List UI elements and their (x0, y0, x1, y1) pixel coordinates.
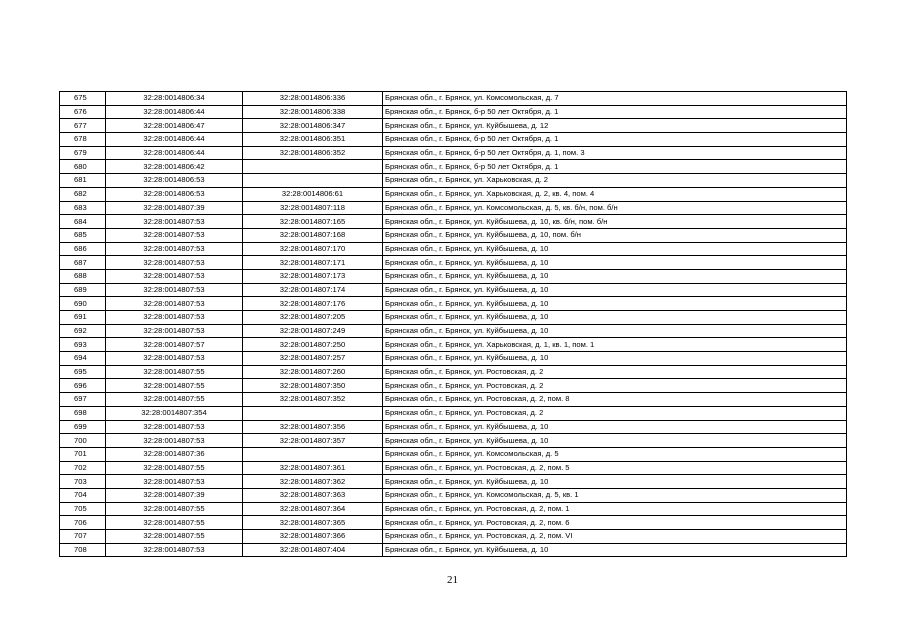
cadastral-number-cell: 32:28:0014807:53 (106, 283, 243, 297)
address-cell: Брянская обл., г. Брянск, ул. Комсомольская, д. 5 (383, 447, 847, 461)
cadastral-number-cell: 32:28:0014807:53 (106, 352, 243, 366)
page-number: 21 (447, 574, 458, 586)
table-row (60, 530, 847, 544)
address-cell: Брянская обл., г. Брянск, ул. Ростовская, д. 2, пом. 8 (383, 393, 847, 407)
row-number-cell: 684 (60, 215, 106, 229)
table-row (60, 119, 847, 133)
address-cell: Брянская обл., г. Брянск, ул. Куйбышева, д. 10, пом. б/н (383, 228, 847, 242)
address-cell: Брянская обл., г. Брянск, ул. Куйбышева, д. 10 (383, 324, 847, 338)
object-cadastral-number-cell: 32:28:0014807:352 (243, 393, 383, 407)
row-number-cell: 693 (60, 338, 106, 352)
object-cadastral-number-cell: 32:28:0014807:205 (243, 311, 383, 325)
address-cell: Брянская обл., г. Брянск, ул. Куйбышева, д. 12 (383, 119, 847, 133)
table-row (60, 105, 847, 119)
object-cadastral-number-cell: 32:28:0014807:404 (243, 543, 383, 557)
table-row (60, 352, 847, 366)
address-cell: Брянская обл., г. Брянск, ул. Куйбышева, д. 10 (383, 269, 847, 283)
object-cadastral-number-cell: 32:28:0014807:364 (243, 502, 383, 516)
cadastral-number-cell: 32:28:0014807:57 (106, 338, 243, 352)
table-row (60, 201, 847, 215)
row-number-cell: 704 (60, 488, 106, 502)
object-cadastral-number-cell: 32:28:0014806:61 (243, 187, 383, 201)
address-cell: Брянская обл., г. Брянск, ул. Ростовская, д. 2, пом. 5 (383, 461, 847, 475)
row-number-cell: 690 (60, 297, 106, 311)
object-cadastral-number-cell: 32:28:0014807:362 (243, 475, 383, 489)
address-cell: Брянская обл., г. Брянск, б-р 50 лет Октября, д. 1 (383, 105, 847, 119)
address-cell: Брянская обл., г. Брянск, ул. Ростовская, д. 2, пом. 1 (383, 502, 847, 516)
object-cadastral-number-cell (243, 447, 383, 461)
cadastral-number-cell: 32:28:0014807:354 (106, 406, 243, 420)
cadastral-number-cell: 32:28:0014807:53 (106, 256, 243, 270)
address-cell: Брянская обл., г. Брянск, ул. Ростовская, д. 2 (383, 379, 847, 393)
object-cadastral-number-cell (243, 160, 383, 174)
address-cell: Брянская обл., г. Брянск, ул. Куйбышева, д. 10 (383, 256, 847, 270)
cadastral-number-cell: 32:28:0014807:53 (106, 269, 243, 283)
cadastral-number-cell: 32:28:0014807:55 (106, 461, 243, 475)
row-number-cell: 706 (60, 516, 106, 530)
table-row (60, 187, 847, 201)
address-cell: Брянская обл., г. Брянск, ул. Куйбышева, д. 10 (383, 242, 847, 256)
address-cell: Брянская обл., г. Брянск, ул. Ростовская, д. 2 (383, 406, 847, 420)
address-cell: Брянская обл., г. Брянск, ул. Ростовская, д. 2, пом. 6 (383, 516, 847, 530)
cadastral-number-cell: 32:28:0014806:44 (106, 133, 243, 147)
address-cell: Брянская обл., г. Брянск, ул. Ростовская, д. 2, пом. VI (383, 530, 847, 544)
table-row (60, 379, 847, 393)
table-row (60, 393, 847, 407)
address-cell: Брянская обл., г. Брянск, ул. Комсомольская, д. 7 (383, 92, 847, 106)
cadastral-number-cell: 32:28:0014807:53 (106, 297, 243, 311)
table-row (60, 475, 847, 489)
table-row (60, 406, 847, 420)
cadastral-number-cell: 32:28:0014807:55 (106, 502, 243, 516)
address-cell: Брянская обл., г. Брянск, ул. Харьковская, д. 1, кв. 1, пом. 1 (383, 338, 847, 352)
cadastral-number-cell: 32:28:0014807:39 (106, 488, 243, 502)
object-cadastral-number-cell: 32:28:0014807:361 (243, 461, 383, 475)
cadastral-number-cell: 32:28:0014806:44 (106, 146, 243, 160)
row-number-cell: 692 (60, 324, 106, 338)
address-cell: Брянская обл., г. Брянск, ул. Куйбышева, д. 10 (383, 434, 847, 448)
cadastral-number-cell: 32:28:0014807:53 (106, 228, 243, 242)
object-cadastral-number-cell: 32:28:0014807:174 (243, 283, 383, 297)
address-cell: Брянская обл., г. Брянск, ул. Куйбышева, д. 10, кв. б/н, пом. б/н (383, 215, 847, 229)
cadastral-number-cell: 32:28:0014806:44 (106, 105, 243, 119)
object-cadastral-number-cell: 32:28:0014807:357 (243, 434, 383, 448)
row-number-cell: 687 (60, 256, 106, 270)
object-cadastral-number-cell: 32:28:0014807:363 (243, 488, 383, 502)
cadastral-number-cell: 32:28:0014807:55 (106, 379, 243, 393)
table-row (60, 502, 847, 516)
table-row (60, 543, 847, 557)
table-row (60, 269, 847, 283)
address-cell: Брянская обл., г. Брянск, ул. Харьковская, д. 2, кв. 4, пом. 4 (383, 187, 847, 201)
row-number-cell: 677 (60, 119, 106, 133)
object-cadastral-number-cell (243, 406, 383, 420)
row-number-cell: 696 (60, 379, 106, 393)
address-cell: Брянская обл., г. Брянск, ул. Харьковская, д. 2 (383, 174, 847, 188)
row-number-cell: 698 (60, 406, 106, 420)
table-row (60, 242, 847, 256)
object-cadastral-number-cell: 32:28:0014807:257 (243, 352, 383, 366)
cadastral-number-cell: 32:28:0014806:34 (106, 92, 243, 106)
cadastral-number-cell: 32:28:0014807:53 (106, 475, 243, 489)
row-number-cell: 697 (60, 393, 106, 407)
cadastral-number-cell: 32:28:0014807:53 (106, 242, 243, 256)
row-number-cell: 681 (60, 174, 106, 188)
object-cadastral-number-cell (243, 174, 383, 188)
address-cell: Брянская обл., г. Брянск, ул. Комсомольская, д. 5, кв. б/н, пом. б/н (383, 201, 847, 215)
cadastral-number-cell: 32:28:0014807:36 (106, 447, 243, 461)
table-row (60, 365, 847, 379)
row-number-cell: 701 (60, 447, 106, 461)
address-cell: Брянская обл., г. Брянск, ул. Ростовская, д. 2 (383, 365, 847, 379)
cadastral-number-cell: 32:28:0014806:42 (106, 160, 243, 174)
cadastral-number-cell: 32:28:0014806:47 (106, 119, 243, 133)
row-number-cell: 689 (60, 283, 106, 297)
address-cell: Брянская обл., г. Брянск, ул. Куйбышева, д. 10 (383, 283, 847, 297)
address-cell: Брянская обл., г. Брянск, б-р 50 лет Октября, д. 1, пом. 3 (383, 146, 847, 160)
table-row (60, 215, 847, 229)
table-row (60, 256, 847, 270)
object-cadastral-number-cell: 32:28:0014807:250 (243, 338, 383, 352)
row-number-cell: 708 (60, 543, 106, 557)
cadastral-number-cell: 32:28:0014807:53 (106, 311, 243, 325)
cadastral-number-cell: 32:28:0014807:55 (106, 516, 243, 530)
table-row (60, 461, 847, 475)
table-row (60, 133, 847, 147)
object-cadastral-number-cell: 32:28:0014806:352 (243, 146, 383, 160)
address-cell: Брянская обл., г. Брянск, ул. Куйбышева, д. 10 (383, 543, 847, 557)
object-cadastral-number-cell: 32:28:0014806:347 (243, 119, 383, 133)
cadastral-number-cell: 32:28:0014807:55 (106, 393, 243, 407)
table-row (60, 447, 847, 461)
address-cell: Брянская обл., г. Брянск, ул. Куйбышева, д. 10 (383, 475, 847, 489)
object-cadastral-number-cell: 32:28:0014807:176 (243, 297, 383, 311)
cadastral-number-cell: 32:28:0014807:39 (106, 201, 243, 215)
row-number-cell: 683 (60, 201, 106, 215)
row-number-cell: 700 (60, 434, 106, 448)
table-row (60, 420, 847, 434)
object-cadastral-number-cell: 32:28:0014806:338 (243, 105, 383, 119)
cadastral-number-cell: 32:28:0014807:55 (106, 365, 243, 379)
address-cell: Брянская обл., г. Брянск, б-р 50 лет Октября, д. 1 (383, 133, 847, 147)
cadastral-number-cell: 32:28:0014806:53 (106, 174, 243, 188)
address-cell: Брянская обл., г. Брянск, ул. Куйбышева, д. 10 (383, 311, 847, 325)
row-number-cell: 695 (60, 365, 106, 379)
table-row (60, 92, 847, 106)
registry-table (59, 91, 847, 557)
address-cell: Брянская обл., г. Брянск, ул. Куйбышева, д. 10 (383, 352, 847, 366)
object-cadastral-number-cell: 32:28:0014807:249 (243, 324, 383, 338)
object-cadastral-number-cell: 32:28:0014807:366 (243, 530, 383, 544)
address-cell: Брянская обл., г. Брянск, ул. Куйбышева, д. 10 (383, 297, 847, 311)
table-row (60, 297, 847, 311)
cadastral-number-cell: 32:28:0014807:53 (106, 434, 243, 448)
row-number-cell: 702 (60, 461, 106, 475)
table-row (60, 434, 847, 448)
object-cadastral-number-cell: 32:28:0014807:350 (243, 379, 383, 393)
row-number-cell: 705 (60, 502, 106, 516)
table-row (60, 160, 847, 174)
table-row (60, 228, 847, 242)
cadastral-number-cell: 32:28:0014807:55 (106, 530, 243, 544)
cadastral-number-cell: 32:28:0014807:53 (106, 543, 243, 557)
table-body (60, 92, 847, 557)
cadastral-number-cell: 32:28:0014806:53 (106, 187, 243, 201)
cadastral-number-cell: 32:28:0014807:53 (106, 324, 243, 338)
table-row (60, 146, 847, 160)
table-row (60, 311, 847, 325)
row-number-cell: 688 (60, 269, 106, 283)
row-number-cell: 694 (60, 352, 106, 366)
row-number-cell: 678 (60, 133, 106, 147)
row-number-cell: 680 (60, 160, 106, 174)
row-number-cell: 707 (60, 530, 106, 544)
row-number-cell: 699 (60, 420, 106, 434)
address-cell: Брянская обл., г. Брянск, ул. Куйбышева, д. 10 (383, 420, 847, 434)
object-cadastral-number-cell: 32:28:0014807:173 (243, 269, 383, 283)
object-cadastral-number-cell: 32:28:0014807:356 (243, 420, 383, 434)
table-row (60, 516, 847, 530)
object-cadastral-number-cell: 32:28:0014807:365 (243, 516, 383, 530)
row-number-cell: 676 (60, 105, 106, 119)
row-number-cell: 675 (60, 92, 106, 106)
object-cadastral-number-cell: 32:28:0014807:170 (243, 242, 383, 256)
object-cadastral-number-cell: 32:28:0014807:171 (243, 256, 383, 270)
object-cadastral-number-cell: 32:28:0014807:260 (243, 365, 383, 379)
address-cell: Брянская обл., г. Брянск, б-р 50 лет Октября, д. 1 (383, 160, 847, 174)
row-number-cell: 686 (60, 242, 106, 256)
object-cadastral-number-cell: 32:28:0014807:118 (243, 201, 383, 215)
table-row (60, 324, 847, 338)
object-cadastral-number-cell: 32:28:0014807:168 (243, 228, 383, 242)
table-row (60, 283, 847, 297)
object-cadastral-number-cell: 32:28:0014807:165 (243, 215, 383, 229)
table-row (60, 488, 847, 502)
object-cadastral-number-cell: 32:28:0014806:336 (243, 92, 383, 106)
row-number-cell: 679 (60, 146, 106, 160)
table-row (60, 174, 847, 188)
row-number-cell: 691 (60, 311, 106, 325)
cadastral-number-cell: 32:28:0014807:53 (106, 215, 243, 229)
address-cell: Брянская обл., г. Брянск, ул. Комсомольская, д. 5, кв. 1 (383, 488, 847, 502)
object-cadastral-number-cell: 32:28:0014806:351 (243, 133, 383, 147)
table-row (60, 338, 847, 352)
row-number-cell: 682 (60, 187, 106, 201)
cadastral-number-cell: 32:28:0014807:53 (106, 420, 243, 434)
row-number-cell: 703 (60, 475, 106, 489)
row-number-cell: 685 (60, 228, 106, 242)
